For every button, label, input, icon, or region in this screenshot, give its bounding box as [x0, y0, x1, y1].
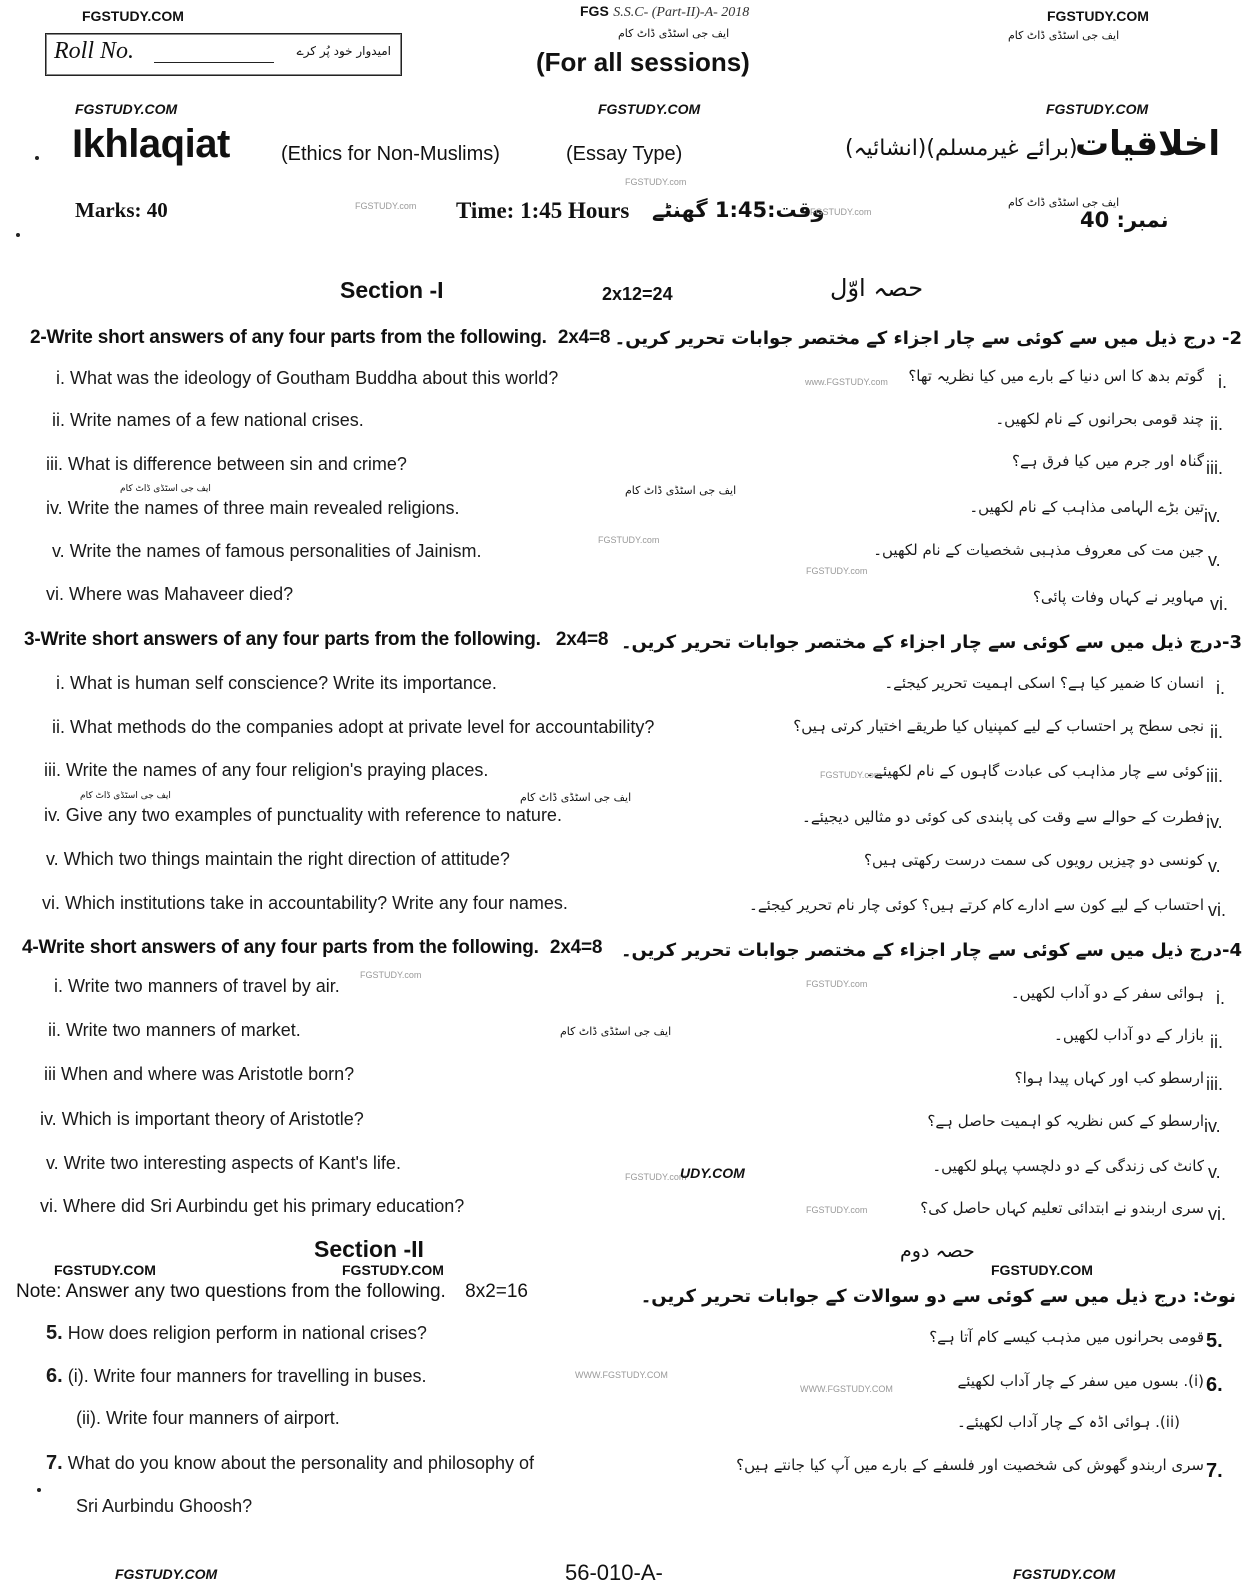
item-text: What was the ideology of Goutham Buddha about this world?: [70, 368, 559, 388]
item-text: Write the names of famous personalities of Jainism.: [69, 541, 482, 561]
item-number: iv.: [46, 498, 63, 518]
item-text-urdu: ہوائی سفر کے دو آداب لکھیں۔: [1010, 984, 1204, 1002]
question-number: 7.: [46, 1452, 63, 1474]
q4-item-v-urdu: [932, 1157, 1204, 1175]
item-text-urdu: سری اربندو نے ابتدائی تعلیم کہاں حاصل کی؟: [920, 1199, 1204, 1217]
q2-item-iii: [46, 454, 407, 475]
item-number-urdu: v.: [1208, 856, 1221, 876]
item-text: What do you know about the personality and philosophy of: [67, 1453, 535, 1473]
q3-item-iv-urdu: [802, 808, 1204, 826]
watermark-top-right: FGSTUDY.COM: [1047, 8, 1149, 24]
watermark-row2-right: FGSTUDY.COM: [1046, 101, 1149, 117]
q3-item-vi: [42, 893, 568, 914]
item-text: Write two manners of travel by air.: [68, 976, 340, 996]
q4-item-iii-urdu: [1015, 1069, 1204, 1087]
marks-label-urdu: نمبر: 40: [1080, 208, 1169, 232]
item-text-urdu: ارسطو کب اور کہاں پیدا ہوا؟: [1014, 1069, 1204, 1087]
item-number: i.: [56, 673, 65, 693]
item-text-urdu: کوئی سے چار مذاہب کی عبادت گاہوں کے نام لکھیئے۔: [865, 762, 1204, 780]
q4-item-v: [46, 1153, 401, 1174]
subject-title-urdu: اخلاقیات: [1075, 124, 1221, 164]
watermark-small: FGSTUDY.com: [625, 1172, 687, 1182]
watermark-small: FGSTUDY.com: [806, 979, 868, 989]
item-text-urdu: کانٹ کی زندگی کے دو دلچسپ پہلو لکھیں۔: [932, 1157, 1204, 1175]
q6-urdu: [957, 1372, 1204, 1390]
q2-item-vi-urdu: [1033, 588, 1204, 606]
q3-item-i-urdu: [884, 674, 1204, 692]
item-number: vi.: [42, 893, 60, 913]
section-2-title: Section -II: [314, 1236, 424, 1262]
q3-item-ii: [52, 717, 654, 738]
watermark-small: FGSTUDY.com: [625, 177, 687, 187]
q4-item-vi-urdu: [920, 1199, 1204, 1217]
q2-item-i-urdu: [908, 367, 1204, 385]
item-text-urdu: سری اربندو گھوش کی شخصیت اور فلسفے کے بارے میں آپ کیا جانتے ہیں؟: [736, 1456, 1204, 1474]
item-text-urdu: مہاویر نے کہاں وفات پائی؟: [1032, 588, 1204, 606]
q6: [46, 1365, 427, 1388]
item-text-urdu: نجی سطح پر احتساب کے لیے کمپنیاں کیا طریقے اختیار کرتی ہیں؟: [793, 717, 1204, 735]
item-text: Write the names of three main revealed religions.: [67, 498, 460, 518]
item-text-urdu: (ii). ہوائی اڈہ کے چار آداب لکھیئے۔: [956, 1413, 1180, 1431]
watermark-row2-left: FGSTUDY.COM: [75, 101, 178, 117]
item-text-urdu: گوتم بدھ کا اس دنیا کے بارے میں کیا نظریہ تھا؟: [908, 367, 1204, 385]
q5-urdu: [929, 1328, 1204, 1346]
item-number-urdu: v.: [1208, 550, 1221, 570]
question-heading-text: 3-Write short answers of any four parts from the following.: [24, 629, 541, 650]
q7-urdu: [736, 1456, 1204, 1474]
question-number: 6.: [46, 1365, 63, 1387]
q3-item-ii-urdu: [793, 717, 1204, 735]
time-label: Time: 1:45 Hours: [456, 198, 630, 223]
question-number-urdu: 6.: [1206, 1374, 1223, 1396]
q4-item-ii-urdu: [1054, 1026, 1204, 1044]
item-number: ii.: [48, 1020, 61, 1040]
subject-subtitle-urdu: (برائے غیرمسلم)(انشائیہ): [845, 136, 1078, 161]
watermark-urdu: ایف جی اسٹڈی ڈاٹ کام: [560, 1025, 672, 1038]
item-text: Write two manners of market.: [66, 1020, 301, 1040]
item-number: iv.: [40, 1109, 57, 1129]
item-number-urdu: vi.: [1210, 594, 1228, 614]
item-text-urdu: جین مت کی معروف مذہبی شخصیات کے نام لکھیں۔: [873, 541, 1204, 559]
item-number-urdu: iii.: [1206, 458, 1223, 478]
watermark-small: FGSTUDY.com: [810, 207, 872, 217]
scan-speck: [37, 1488, 41, 1492]
item-text-urdu: (i). بسوں میں سفر کے چار آداب لکھیئے: [957, 1372, 1204, 1390]
question-number-urdu: 7.: [1206, 1460, 1223, 1482]
item-text: Write two interesting aspects of Kant's life.: [63, 1153, 401, 1173]
watermark-section2-right: FGSTUDY.COM: [991, 1262, 1093, 1278]
q3-item-v: [46, 849, 510, 870]
q4-item-i: [54, 976, 340, 997]
item-text-urdu: چند قومی بحرانوں کے نام لکھیں۔: [995, 410, 1204, 428]
q2-item-ii: [52, 410, 364, 431]
q5: [46, 1322, 427, 1345]
item-number: v.: [46, 849, 59, 869]
section-1-marks: 2x12=24: [602, 284, 673, 304]
question-number: 5.: [46, 1322, 63, 1344]
roll-number-box: [45, 33, 402, 76]
item-number-urdu: iii.: [1206, 1074, 1223, 1094]
item-number-urdu: i.: [1216, 988, 1225, 1008]
item-text-urdu: تین بڑے الہامی مذاہب کے نام لکھیں۔: [969, 498, 1204, 516]
item-number-urdu: iv.: [1206, 812, 1223, 832]
item-text: When and where was Aristotle born?: [61, 1064, 355, 1084]
item-number: v.: [52, 541, 65, 561]
q3-item-iv: [44, 805, 562, 826]
q6-part-ii-urdu: [957, 1413, 1180, 1431]
item-number-urdu: iv.: [1204, 506, 1221, 526]
watermark-small: FGSTUDY.com: [820, 770, 882, 780]
item-number-urdu: i.: [1218, 372, 1227, 392]
item-number-urdu: ii.: [1210, 1032, 1223, 1052]
subject-title: Ikhlaqiat: [72, 122, 230, 166]
watermark-section2-left: FGSTUDY.COM: [54, 1262, 156, 1278]
item-text: (i). Write four manners for travelling in buses.: [67, 1366, 427, 1386]
item-number: iii.: [44, 760, 61, 780]
item-number: ii.: [52, 717, 65, 737]
roll-number-field[interactable]: [154, 62, 274, 63]
scan-speck: [35, 156, 39, 160]
watermark-urdu-top-center: ایف جی اسٹڈی ڈاٹ کام: [618, 27, 730, 40]
q2-item-i: [56, 368, 558, 389]
q2-item-iii-urdu: [1012, 452, 1204, 470]
q4-item-ii: [48, 1020, 301, 1041]
item-number: iii.: [46, 454, 63, 474]
question-number-urdu: 5.: [1206, 1330, 1223, 1352]
item-number-urdu: vi.: [1208, 1204, 1226, 1224]
watermark-bottom-right: FGSTUDY.COM: [1013, 1566, 1116, 1582]
item-number: i.: [54, 976, 63, 996]
section-1-title-urdu: حصہ اوّل: [830, 274, 924, 302]
question-4-heading-urdu: 4-درج ذیل میں سے کوئی سے چار اجزاء کے مختصر جوابات تحریر کریں۔: [620, 940, 1242, 961]
item-text-urdu: انسان کا ضمیر کیا ہے؟ اسکی اہمیت تحریر کیجئے۔: [884, 674, 1204, 692]
watermark-small: FGSTUDY.com: [355, 201, 417, 211]
item-number: ii.: [52, 410, 65, 430]
item-text: Give any two examples of punctuality with reference to nature.: [65, 805, 562, 825]
roll-number-label: Roll No.: [54, 38, 135, 64]
item-text: Where was Mahaveer died?: [69, 584, 294, 604]
q4-item-iv: [40, 1109, 364, 1130]
footer-paper-code: 56-010-A-: [565, 1560, 663, 1585]
item-number: vi.: [40, 1196, 58, 1216]
watermark-urdu: ایف جی اسٹڈی ڈاٹ کام: [625, 484, 737, 497]
question-marks: 2x4=8: [549, 937, 603, 958]
item-number-urdu: iv.: [1204, 1116, 1221, 1136]
watermark-fragment: FGS: [580, 3, 609, 19]
watermark-small: FGSTUDY.com: [598, 535, 660, 545]
watermark-bottom-left: FGSTUDY.COM: [115, 1566, 218, 1582]
question-marks: 2x4=8: [555, 629, 609, 650]
q3-item-iii: [44, 760, 488, 781]
watermark-urdu: ایف جی اسٹڈی ڈاٹ کام: [1008, 196, 1120, 209]
item-number: iv.: [44, 805, 61, 825]
q3-item-v-urdu: [864, 851, 1204, 869]
section-2-note-urdu: نوٹ: درج ذیل میں سے کوئی سے دو سوالات کے جوابات تحریر کریں۔: [640, 1286, 1236, 1307]
q3-item-i: [56, 673, 497, 694]
item-text: How does religion perform in national crises?: [67, 1323, 427, 1343]
item-text: Which two things maintain the right direction of attitude?: [63, 849, 510, 869]
watermark-urdu-top-right: ایف جی اسٹڈی ڈاٹ کام: [1008, 29, 1120, 42]
section-2-marks: 8x2=16: [465, 1281, 528, 1302]
item-text-urdu: فطرت کے حوالے سے وقت کی پابندی کی کوئی دو مثالیں دیجیئے۔: [802, 808, 1204, 826]
watermark-small: FGSTUDY.com: [360, 970, 422, 980]
item-text-urdu: بازار کے دو آداب لکھیں۔: [1054, 1026, 1204, 1044]
item-text-urdu: ارسطو کے کس نظریہ کو اہمیت حاصل ہے؟: [927, 1112, 1204, 1130]
question-marks: 2x4=8: [557, 327, 611, 348]
section-2-title-urdu: حصہ دوم: [900, 1240, 975, 1262]
watermark-small: www.FGSTUDY.com: [805, 377, 888, 387]
q6-part-ii: (ii). Write four manners of airport.: [76, 1408, 340, 1428]
item-number-urdu: v.: [1208, 1162, 1221, 1182]
item-text: Write names of a few national crises.: [70, 410, 364, 430]
item-text-urdu: گناہ اور جرم میں کیا فرق ہے؟: [1012, 452, 1204, 470]
item-text: What is difference between sin and crime?: [68, 454, 407, 474]
q3-item-iii-urdu: [865, 762, 1204, 780]
paper-code-text: S.S.C- (Part-II)-A- 2018: [613, 5, 750, 20]
q2-item-vi: [46, 584, 293, 605]
q4-item-iii: [44, 1064, 354, 1085]
section-2-note: [16, 1281, 528, 1303]
item-text: Write the names of any four religion's praying places.: [66, 760, 489, 780]
question-3-heading: [24, 629, 608, 651]
watermark-top-left: FGSTUDY.COM: [82, 8, 184, 24]
watermark-fragment: UDY.COM: [680, 1165, 745, 1181]
item-number-urdu: ii.: [1210, 414, 1223, 434]
question-heading-text: 4-Write short answers of any four parts from the following.: [22, 937, 539, 958]
item-text: Where did Sri Aurbindu get his primary education?: [63, 1196, 465, 1216]
q4-item-iv-urdu: [927, 1112, 1204, 1130]
watermark-section2-center: FGSTUDY.COM: [342, 1262, 444, 1278]
sessions-label: (For all sessions): [536, 47, 750, 77]
item-number-urdu: vi.: [1208, 900, 1226, 920]
marks-label: Marks: 40: [75, 198, 168, 222]
q7-line-2: Sri Aurbindu Ghoosh?: [76, 1496, 253, 1516]
q2-item-iv-urdu: [969, 498, 1204, 516]
note-text: Note: Answer any two questions from the following.: [16, 1281, 446, 1302]
watermark-urdu: ایف جی اسٹڈی ڈاٹ کام: [520, 791, 632, 804]
subject-subtitle: (Ethics for Non-Muslims): [281, 143, 500, 165]
watermark-small: WWW.FGSTUDY.COM: [800, 1384, 893, 1394]
question-heading-text: 2-Write short answers of any four parts from the following.: [30, 327, 547, 348]
watermark-small: FGSTUDY.com: [806, 1205, 868, 1215]
watermark-urdu: ایف جی اسٹڈی ڈاٹ کام: [120, 484, 211, 494]
item-number-urdu: iii.: [1206, 766, 1223, 786]
watermark-small: FGSTUDY.com: [806, 566, 868, 576]
time-label-urdu: وقت:1:45 گھنٹے: [652, 198, 825, 222]
watermark-urdu: ایف جی اسٹڈی ڈاٹ کام: [80, 791, 171, 801]
question-2-heading-urdu: 2- درج ذیل میں سے کوئی سے چار اجزاء کے مختصر جوابات تحریر کریں۔: [614, 328, 1242, 349]
q2-item-ii-urdu: [995, 410, 1204, 428]
item-number-urdu: ii.: [1210, 722, 1223, 742]
roll-number-urdu-label: امیدوار خود پُر کرے: [296, 44, 391, 58]
paper-type: (Essay Type): [566, 143, 683, 165]
item-text-urdu: احتساب کے لیے کون سے ادارے کام کرتے ہیں؟ کوئی چار نام تحریر کیجئے۔: [749, 896, 1204, 914]
question-2-heading: [30, 327, 610, 349]
q4-item-vi: [40, 1196, 464, 1217]
watermark-row2-center: FGSTUDY.COM: [598, 101, 701, 117]
q4-item-i-urdu: [1011, 984, 1204, 1002]
item-text-urdu: کونسی دو چیزیں رویوں کی سمت درست رکھتی ہیں؟: [864, 851, 1204, 869]
item-number-urdu: i.: [1216, 678, 1225, 698]
item-text-urdu: قومی بحرانوں میں مذہب کیسے کام آتا ہے؟: [929, 1328, 1204, 1346]
item-text: Which is important theory of Aristotle?: [61, 1109, 364, 1129]
question-3-heading-urdu: 3-درج ذیل میں سے کوئی سے چار اجزاء کے مختصر جوابات تحریر کریں۔: [620, 632, 1242, 653]
scan-speck: [16, 233, 20, 237]
paper-code: [580, 3, 749, 21]
item-number: v.: [46, 1153, 59, 1173]
item-number: vi.: [46, 584, 64, 604]
q7: [46, 1452, 534, 1475]
question-4-heading: [22, 937, 602, 959]
watermark-small: WWW.FGSTUDY.COM: [575, 1370, 668, 1380]
item-number: iii: [44, 1064, 56, 1084]
q2-item-iv: [46, 498, 460, 519]
item-text: What is human self conscience? Write its importance.: [70, 673, 497, 693]
item-text: Which institutions take in accountability? Write any four names.: [65, 893, 568, 913]
q2-item-v-urdu: [873, 541, 1204, 559]
q2-item-v: [52, 541, 482, 562]
item-number: i.: [56, 368, 65, 388]
q3-item-vi-urdu: [749, 896, 1204, 914]
section-1-title: Section -I: [340, 277, 444, 303]
item-text: What methods do the companies adopt at private level for accountability?: [70, 717, 655, 737]
